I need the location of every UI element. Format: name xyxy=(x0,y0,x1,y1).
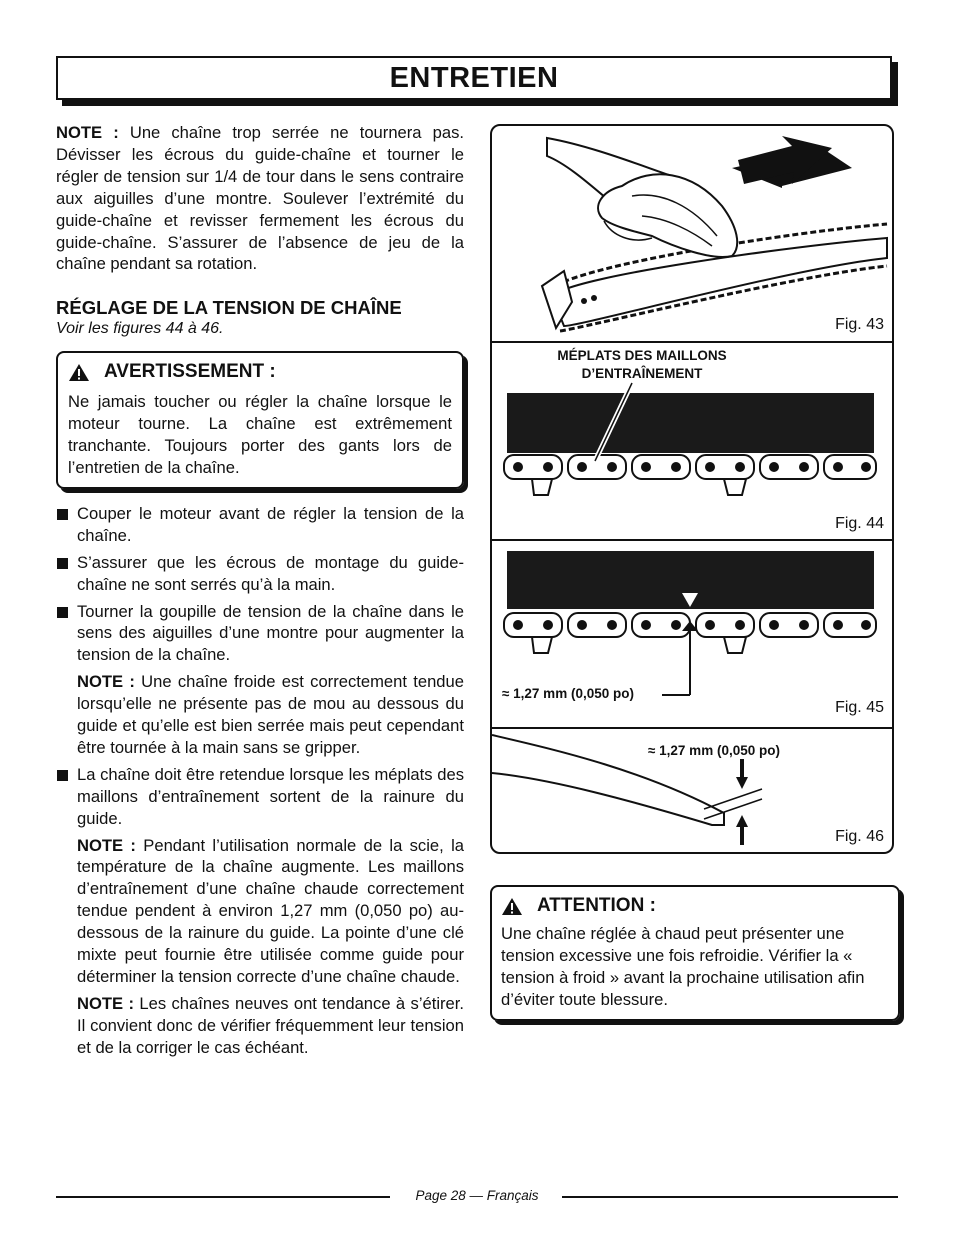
warning-title: AVERTISSEMENT : xyxy=(104,361,276,383)
instruction-list xyxy=(56,503,464,666)
note-hot-chain xyxy=(77,835,464,988)
note-new-chain xyxy=(77,993,464,1059)
callout-line-2: D’ENTRAÎNEMENT xyxy=(581,366,703,381)
attention-header xyxy=(501,895,889,917)
figure-label: Fig. 46 xyxy=(835,828,884,845)
figure-45 xyxy=(492,541,892,727)
figure-label: Fig. 45 xyxy=(835,699,884,716)
dimension-label: ≈ 1,27 mm (0,050 po) xyxy=(502,686,634,701)
note-text: Une chaîne trop serrée ne tournera pas. Dévisser les écrous du guide-chaîne et tourner le régler de tension sur 1/4 de tour dans le sens contraire aux aiguilles d’une montre. Soulever l’extrémité du guide-chaîne et revisser fermement les écrous du guide-chaîne. S’assurer de l’absence de jeu de la chaîne pendant sa rotation. xyxy=(56,123,464,274)
note-label: NOTE : xyxy=(77,993,134,1013)
figures-panel xyxy=(490,124,894,854)
list-item: Tourner la goupille de tension de la chaîne dans le sens des aiguilles d’une montre pour augmenter la tension de la chaîne. xyxy=(56,601,464,667)
intro-note xyxy=(56,122,464,275)
page-title: ENTRETIEN xyxy=(389,61,559,94)
instruction-list xyxy=(56,764,464,830)
section-heading: RÉGLAGE DE LA TENSION DE CHAÎNE xyxy=(56,297,402,319)
callout-line-1: MÉPLATS DES MAILLONS xyxy=(557,348,727,363)
warning-box xyxy=(56,351,464,489)
figure-44 xyxy=(492,343,892,539)
figure-label: Fig. 44 xyxy=(835,515,884,532)
attention-title: ATTENTION : xyxy=(537,895,656,916)
left-column xyxy=(56,122,464,1064)
note-label: NOTE : xyxy=(77,672,135,692)
note-cold-chain xyxy=(77,671,464,759)
note-text: Pendant l’utilisation normale de la scie, la température de la chaîne augmente. Les maillons d’entraînement d’une chaîne chaude correctement tendue pendent à environ 1,27 mm (0,050 po) au-dessous de la rainure du guide. La pointe d’une clé mixte peut fournie être utilisée comme guide pour déterminer la tension correcte d’une chaîne chaude. xyxy=(77,835,464,986)
page-number: Page 28 — Français xyxy=(415,1188,539,1203)
warning-triangle-icon xyxy=(68,363,90,382)
list-item: S’assurer que les écrous de montage du guide-chaîne ne sont serrés qu’à la main. xyxy=(56,552,464,596)
callout-label xyxy=(492,347,792,383)
figure-43 xyxy=(492,126,892,341)
warning-text: Ne jamais toucher ou régler la chaîne lorsque le moteur tourne. La chaîne est extrêmement tranchante. Toujours porter des gants lors de l’entretien de la chaîne. xyxy=(68,392,452,477)
section-subheading: Voir les figures 44 à 46. xyxy=(56,320,224,338)
attention-text: Une chaîne réglée à chaud peut présenter une tension excessive une fois refroidie. Vérifier la « tension à froid » avant la prochaine utilisation afin d’éviter toute blessure. xyxy=(501,924,865,1009)
gloved-hand-chain-illustration xyxy=(492,126,892,341)
warning-triangle-icon xyxy=(501,897,523,916)
page-footer xyxy=(56,1186,898,1206)
note-text: Une chaîne froide est correctement tendue lorsqu’elle ne présente pas de mou au dessous du guide et qu’elle est bien serrée mais peut cependant être tournée à la main sans se gripper. xyxy=(77,672,464,757)
note-text: Les chaînes neuves ont tendance à s’étirer. Il convient donc de vérifier fréquemment leur tension et de la corriger le cas échéant. xyxy=(77,993,465,1057)
figure-label: Fig. 43 xyxy=(835,316,884,333)
dimension-label: ≈ 1,27 mm (0,050 po) xyxy=(648,743,780,758)
list-item: La chaîne doit être retendue lorsque les méplats des maillons d’entraînement sortent de la rainure du guide. xyxy=(56,764,464,830)
note-label: NOTE : xyxy=(77,835,136,855)
attention-box xyxy=(490,885,900,1021)
list-item: Couper le moteur avant de régler la tension de la chaîne. xyxy=(56,503,464,547)
figure-46 xyxy=(492,729,892,854)
warning-header xyxy=(68,361,452,383)
section-banner xyxy=(56,56,892,100)
note-label: NOTE : xyxy=(56,123,119,142)
